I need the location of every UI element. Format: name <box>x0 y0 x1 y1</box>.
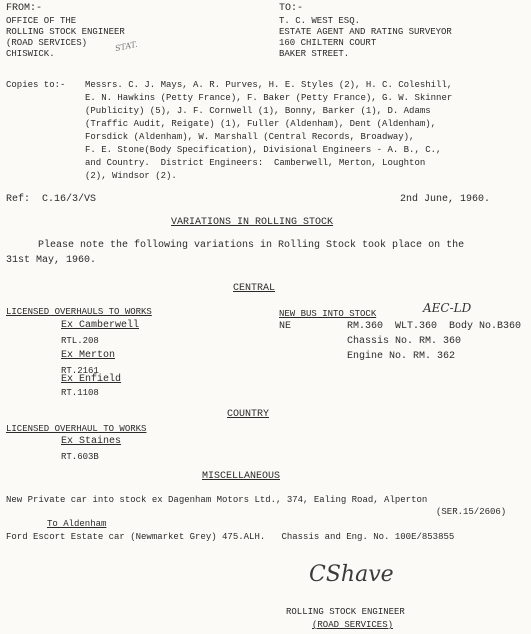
document-heading: VARIATIONS IN ROLLING STOCK <box>171 217 334 228</box>
document-date: 2nd June, 1960. <box>400 194 491 205</box>
country-heading: COUNTRY <box>227 409 270 420</box>
to-aldenham-heading: To Aldenham <box>47 519 107 529</box>
copies-line: Messrs. C. J. Mays, A. R. Purves, H. E. Styles (2), H. C. Coleshill, <box>85 80 453 90</box>
car-details: Ford Escort Estate car (Newmarket Grey) 475.ALH. Chassis and Eng. No. 100E/853855 <box>6 532 455 542</box>
vehicle-number: RT.603B <box>61 452 99 462</box>
intro-line: Please note the following variations in Rolling Stock took place on the <box>38 240 465 251</box>
copies-line: F. E. Stone(Body Specification), Divisional Engineers - A. B., C., <box>85 145 442 155</box>
signature-subtitle: (ROAD SERVICES) <box>312 620 394 630</box>
to-line: ESTATE AGENT AND RATING SURVEYOR <box>279 27 452 37</box>
vehicle-number: RT.1108 <box>61 388 99 398</box>
copies-line: and Country. District Engineers: Camberwell, Merton, Loughton <box>85 158 426 168</box>
copies-line: E. N. Hawkins (Petty France), F. Baker (Petty France), G. W. Skinner <box>85 93 453 103</box>
depot-from: Ex Camberwell <box>61 320 140 331</box>
misc-heading: MISCELLANEOUS <box>202 471 281 482</box>
central-heading: CENTRAL <box>233 283 276 294</box>
from-line: OFFICE OF THE <box>6 16 77 26</box>
to-label: TO:- <box>279 3 304 14</box>
file-stamp: STAT. <box>114 39 139 54</box>
chassis-number: Chassis No. RM. 360 <box>347 336 462 347</box>
to-line: T. C. WEST ESQ. <box>279 16 361 26</box>
copies-line: Forsdick (Aldenham), W. Marshall (Central Records, Broadway), <box>85 132 415 142</box>
vehicle-number: RTL.208 <box>61 336 99 346</box>
handwritten-note: AEC-LD <box>423 301 472 315</box>
garage-code: NE <box>279 321 292 332</box>
reference: Ref: C.16/3/VS <box>6 194 97 205</box>
copies-line: (Traffic Audit, Reigate) (1), Fuller (Aldenham), Dent (Aldenham), <box>85 119 437 129</box>
copies-label: Copies to:- <box>6 80 66 90</box>
bus-details: RM.360 WLT.360 Body No.B360 <box>347 321 522 332</box>
engine-number: Engine No. RM. 362 <box>347 351 456 362</box>
vehicle-number: RT.2161 <box>61 366 99 376</box>
copies-line: (Publicity) (5), J. F. Cornwell (1), Bonny, Barker (1), D. Adams <box>85 106 431 116</box>
to-line: 160 CHILTERN COURT <box>279 38 377 48</box>
from-line: CHISWICK. <box>6 49 55 59</box>
from-label: FROM:- <box>6 3 43 14</box>
depot-from: Ex Enfield <box>61 374 122 385</box>
depot-from: Ex Merton <box>61 350 116 361</box>
misc-reference: (SER.15/2606) <box>436 507 507 517</box>
country-overhaul-heading: LICENSED OVERHAUL TO WORKS <box>6 424 147 434</box>
depot-from: Ex Staines <box>61 436 122 447</box>
from-line: (ROAD SERVICES) <box>6 38 88 48</box>
signature-title: ROLLING STOCK ENGINEER <box>286 607 405 617</box>
handwritten-signature: CShave <box>309 562 394 587</box>
from-line: ROLLING STOCK ENGINEER <box>6 27 125 37</box>
overhauls-heading: LICENSED OVERHAULS TO WORKS <box>6 307 152 317</box>
misc-line: New Private car into stock ex Dagenham Motors Ltd., 374, Ealing Road, Alperton <box>6 495 428 505</box>
to-line: BAKER STREET. <box>279 49 350 59</box>
copies-line: (2), Windsor (2). <box>85 171 177 181</box>
new-bus-heading: NEW BUS INTO STOCK <box>279 309 377 319</box>
intro-line: 31st May, 1960. <box>6 255 97 266</box>
